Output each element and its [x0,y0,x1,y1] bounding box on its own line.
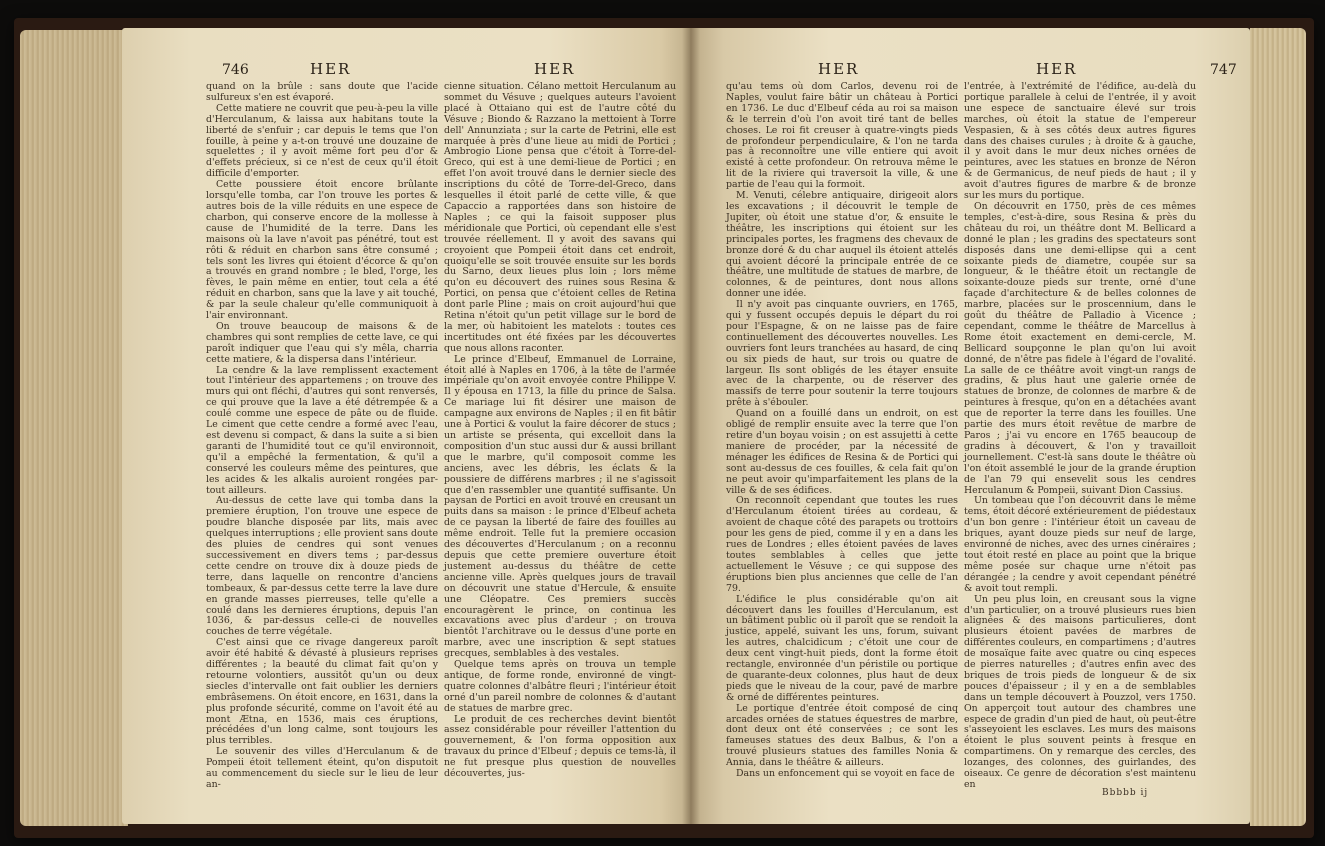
paragraph: Un tombeau que l'on découvrit dans le même tems, étoit décoré extérieurement de piédestaux d'un bon genre : l'intérieur étoit un caveau de briques, ayant douze pieds sur neuf de large, environné de niches, avec des urnes cinéraires ; tout étoit resté en place au point que la brique même posée sur chaque urne n'étoit pas dérangée ; la cendre y avoit cependant pénétré & avoit tout rempli. [964,495,1196,594]
paragraph: Le portique d'entrée étoit composé de cinq arcades ornées de statues équestres de marbre, dont deux ont été conservées ; ce sont les fameuses statues des deux Balbus, & l'on a trouvé plusieurs statues des familles Nonia & Annia, dans le théâtre & ailleurs. [726,702,958,769]
paragraph: qu'au tems où dom Carlos, devenu roi de Naples, voulut faire bâtir un château à Portici en 1736. Le duc d'Elbeuf céda au roi sa maison & le terrein d'où l'on avoit tiré tant de belles choses. Le roi fit creuser à quatre-vingts pieds de profondeur perpendiculaire, & l'on ne tarda pas à reconnoître une ville entiere qui avoit existé à cette profondeur. On retrouva même le lit de la riviere qui traversoit la ville, & une partie de l'eau qui la formoit. [726,81,958,191]
paragraph: cienne situation. Célano mettoit Herculanum au sommet du Vésuve ; quelques auteurs l'avoient placé à Ottaiano qui est de l'autre côté du Vésuve ; Biondo & Razzano la mettoient à Torre dell' Annunziata ; sur la carte de Petrini, elle est marquée à près d'une lieue au midi de Portici ; Ambrogio Lione pensa que c'étoit à Torre-del-Greco, qui est à une demi-lieue de Portici ; en effet l'on avoit trouvé dans le dernier siecle des inscriptions du côté de Torre-del-Greco, dans lesquelles il étoit parlé de cette ville, & que Capaccio a rapportées dans son histoire de Naples ; ce qui la faisoit supposer plus méridionale que Portici, où cependant elle s'est trouvée réellement. Il y avoit des savans qui croyoient que Pompeii étoit dans cet endroit, quoiqu'elle se soit trouvée ensuite sur les bords du Sarno, deux lieues plus loin ; lors même qu'on eu découvert des ruines sous Resina & Portici, on pensa que c'étoient celles de Retina dont parle Pline ; mais on croit aujourd'hui que Retina n'étoit qu'un petit village sur le bord de la mer, où habitoient les matelots : toutes ces incertitudes ont été fixées par les découvertes que nous allons raconter. [444,81,676,354]
right-running-head-right: HER [1036,60,1078,78]
paragraph: Cette poussiere étoit encore brûlante lorsqu'elle tomba, car l'on trouve les portes & autres bois de la ville réduits en une espece de charbon, qui conserve encore de la mollesse à cause de l'humidité de la terre. Dans les maisons où la lave n'avoit pas pénétré, tout est rôti & réduit en charbon sans être consumé ; tels sont les livres qui étoient d'écorce & qu'on a trouvés en grand nombre ; le bled, l'orge, les fèves, le pain même en entier, tout cela a été réduit en charbon, sans que la lave y ait touché, & par la seule chaleur qu'elle communiquoit à l'air environnant. [206,179,438,322]
right-running-head-left: HER [818,60,860,78]
paragraph: La cendre & la lave remplissent exactement tout l'intérieur des appartemens ; on trouve des murs qui ont fléchi, d'autres qui sont renversés, ce qui prouve que la lave a été détrempée & a coulé comme une espece de pâte ou de fluide. Le ciment que cette cendre a formé avec l'eau, est devenu si compact, & dans la suite a si bien garanti de l'humidité tout ce qu'il environnoit, qu'il a empêché la fermentation, & qu'il a conservé les couleurs même des peintures, que les acides & les alkalis auroient rongées par-tout ailleurs. [206,364,438,496]
paragraph: L'édifice le plus considérable qu'on ait découvert dans les fouilles d'Herculanum, est un bâtiment public où il paroît que se rendoit la justice, appelé, suivant les uns, forum, suivant les autres, chalcidicum ; c'étoit une cour de deux cent vingt-huit pieds, dont la forme étoit rectangle, environnée d'un péristile ou portique de quarante-deux colonnes, plus haut de deux pieds que le niveau de la cour, pavé de marbre & orné de différentes peintures. [726,593,958,703]
paragraph: C'est ainsi que ce rivage dangereux paroît avoir été habité & dévasté à plusieurs reprises différentes ; la beauté du climat fait qu'on y retourne volontiers, aussitôt qu'un ou deux siecles d'intervalle ont fait oublier les derniers embrâsemens. On étoit encore, en 1631, dans la plus profonde sécurité, comme on l'avoit été au mont Ætna, en 1536, mais ces éruptions, précédées d'un long calme, sont toujours les plus terribles. [206,637,438,747]
paragraph: Il n'y avoit pas cinquante ouvriers, en 1765, qui y fussent occupés depuis le départ du roi pour l'Espagne, & on ne laisse pas de faire continuellement des découvertes nouvelles. Les ouvriers font leurs tranchées au hasard, de cinq ou six pieds de haut, sur trois ou quatre de largeur. Ils sont obligés de les étayer ensuite avec de la charpente, ou de réserver des massifs de terre pour soutenir la terre toujours prête à s'ébouler. [726,299,958,409]
page-edges-left [20,30,128,826]
left-page-column-2 [444,82,676,780]
page-edges-right [1250,28,1306,826]
right-page-number: 747 [1210,62,1237,78]
paragraph: Quand on a fouillé dans un endroit, on est obligé de remplir ensuite avec la terre que l'on retire d'un boyau voisin ; on est assujetti à cette maniere de procéder, par la nécessité de ménager les édifices de Resina & de Portici qui sont au-dessus de ces fouilles, & cela fait qu'on ne peut avoir qu'imparfaitement les plans de la ville & de ses édifices. [726,408,958,496]
paragraph: On trouve beaucoup de maisons & de chambres qui sont remplies de cette lave, ce qui paroît indiquer que l'eau qui s'y mêla, charria cette matiere, & la dispersa dans l'intérieur. [206,320,438,365]
paragraph: l'entrée, à l'extrémité de l'édifice, au-delà du portique parallele à celui de l'entrée, il y avoit une espece de sanctuaire élevé sur trois marches, où étoit la statue de l'empereur Vespasien, & à ses côtés deux autres figures dans des chaises curules ; à droite & à gauche, il y avoit dans le mur deux niches ornées de peintures, avec les statues en bronze de Néron & de Germanicus, de neuf pieds de haut ; il y avoit d'autres figures de marbre & de bronze sur les murs du portique. [964,81,1196,202]
paragraph: Un peu plus loin, en creusant sous la vigne d'un particulier, on a trouvé plusieurs rues bien alignées & des maisons particulieres, dont plusieurs étoient pavées de marbres de différentes couleurs, en compartimens ; d'autres de mosaïque faite avec quatre ou cinq especes de pierres naturelles ; d'autres enfin avec des briques de trois pieds de longueur & de six pouces d'épaisseur ; il y en a de semblables dans un temple découvert à Pouzzol, vers 1750. On apperçoit tout autour des chambres une espece de gradin d'un pied de haut, où peut-être s'asseyoient les esclaves. Les murs des maisons étoient le plus souvent peints à fresque en compartimens. On y remarque des cercles, des lozanges, des colonnes, des guirlandes, des oiseaux. Ce genre de décoration s'est maintenu en [964,593,1196,790]
left-page-number: 746 [222,62,249,78]
book-gutter [682,28,700,824]
signature-mark: Bbbbb ij [1102,788,1149,798]
right-page [690,28,1250,824]
paragraph: Le produit de ces recherches devint bientôt assez considérable pour réveiller l'attention du gouvernement, & l'on forma opposition aux travaux du prince d'Elbeuf ; depuis ce tems-là, il ne fut presque plus question de nouvelles découvertes, jus- [444,713,676,780]
left-page [122,28,690,824]
left-running-head-left: HER [310,60,352,78]
right-page-column-1 [726,82,958,780]
right-page-column-2 [964,82,1196,791]
paragraph: On découvrit en 1750, près de ces mêmes temples, c'est-à-dire, sous Resina & près du château du roi, un théâtre dont M. Bellicard a donné le plan ; les gradins des spectateurs sont disposés dans une demi-ellipse qui a cent soixante pieds de diametre, coupée sur sa longueur, & le théâtre étoit un rectangle de soixante-douze pieds sur trente, orné d'une façade d'architecture & de belles colonnes de marbre, placées sur le proscennium, dans le goût du théâtre de Palladio à Vicence ; cependant, comme le théâtre de Marcellus à Rome étoit exactement en demi-cercle, M. Bellicard soupçonne le plan qu'on lui avoit donné, de n'être pas fidele à l'égard de l'ovalité. La salle de ce théâtre avoit vingt-un rangs de gradins, & plus haut une galerie ornée de statues de bronze, de colonnes de marbre & de peintures à fresque, qu'on en a détachées avant que de reporter la terre dans les fouilles. Une partie des murs étoit revêtue de marbre de Paros ; j'ai vu encore en 1765 beaucoup de gradins à découvert, & l'on y travailloit journellement. C'est-là sans doute le théâtre où l'on étoit assemblé le jour de la grande éruption de l'an 79 qui ensevelit sous les cendres Herculanum & Pompeii, suivant Dion Cassius. [964,200,1196,496]
paragraph: Le prince d'Elbeuf, Emmanuel de Lorraine, étoit allé à Naples en 1706, à la tête de l'armée impériale qu'on avoit envoyée contre Philippe V. Il y épousa en 1713, la fille du prince de Salsa. Ce mariage lui fit désirer une maison de campagne aux environs de Naples ; il en fit bâtir une à Portici & voulut la faire décorer de stucs ; un artiste se présenta, qui excelloit dans la composition d'un stuc aussi dur & aussi brillant que le marbre, qu'il composoit comme les anciens, avec les débris, les éclats & la poussiere de différens marbres ; il ne s'agissoit que d'en rassembler une quantité suffisante. Un paysan de Portici en avoit trouvé en creusant un puits dans sa maison : le prince d'Elbeuf acheta de ce paysan la liberté de faire des fouilles au même endroit. Telle fut la premiere occasion des découvertes d'Herculanum ; on a reconnu depuis que cette premiere ouverture étoit justement au-dessus du théâtre de cette ancienne ville. Après quelques jours de travail on découvrit une statue d'Hercule, & ensuite une Cléopatre. Ces premiers succès encouragèrent le prince, on continua les excavations avec plus d'ardeur ; on trouva bientôt l'architrave ou le dessus d'une porte en marbre, avec une inscription & sept statues grecques, semblables à des vestales. [444,353,676,660]
paragraph: Quelque tems après on trouva un temple antique, de forme ronde, environné de vingt-quatre colonnes d'albâtre fleuri ; l'intérieur étoit orné d'un pareil nombre de colonnes & d'autant de statues de marbre grec. [444,659,676,714]
paragraph: Dans un enfoncement qui se voyoit en face de [736,768,955,780]
paragraph: Le souvenir des villes d'Herculanum & de Pompeii étoit tellement éteint, qu'on disputoit au commencement du siecle sur le lieu de leur an- [206,746,438,790]
right-running-head-num [1210,60,1237,78]
paragraph: On reconnoît cependant que toutes les rues d'Herculanum étoient tirées au cordeau, & avoient de chaque côté des parapets ou trottoirs pour les gens de pied, comme il y en a dans les rues de Londres ; elles étoient pavées de laves toutes semblables à celles que jette actuellement le Vésuve ; ce qui suppose des éruptions bien plus anciennes que celle de l'an 79. [726,495,958,594]
left-page-column-1 [206,82,438,791]
left-running-head-right: HER [534,60,576,78]
paragraph: M. Venuti, célebre antiquaire, dirigeoit alors les excavations ; il découvrit le temple de Jupiter, où étoit une statue d'or, & ensuite le théâtre, les inscriptions qui étoient sur les principales portes, les fragmens des chevaux de bronze doré & du char auquel ils étoient attelés qui avoient décoré la principale entrée de ce théâtre, une multitude de statues de marbre, de colonnes, & de peintures, dont nous allons donner une idée. [726,190,958,300]
left-running-head [222,60,249,78]
paragraph: Cette matiere ne couvrit que peu-à-peu la ville d'Herculanum, & laissa aux habitans toute la liberté de s'enfuir ; car depuis le tems que l'on fouille, à peine y a-t-on trouvé une douzaine de squelettes ; il y avoit même fort peu d'or & d'effets précieux, si ce n'est de ceux qu'il étoit difficile d'emporter. [206,102,438,180]
paragraph: quand on la brûle : sans doute que l'acide sulfureux s'en est évaporé. [206,81,438,103]
paragraph: Au-dessus de cette lave qui tomba dans la premiere éruption, l'on trouve une espece de poudre blanche disposée par lits, mais avec quelques interruptions ; elle provient sans doute des pluies de cendres qui sont venues successivement en divers tems ; par-dessus cette cendre on trouve dix à douze pieds de terre, dans laquelle on rencontre d'anciens tombeaux, & par-dessus cette terre la lave dure en grande masses pierreuses, telle qu'elle a coulé dans les dernieres éruptions, depuis l'an 1036, & par-dessus celle-ci de nouvelles couches de terre végétale. [206,495,438,638]
